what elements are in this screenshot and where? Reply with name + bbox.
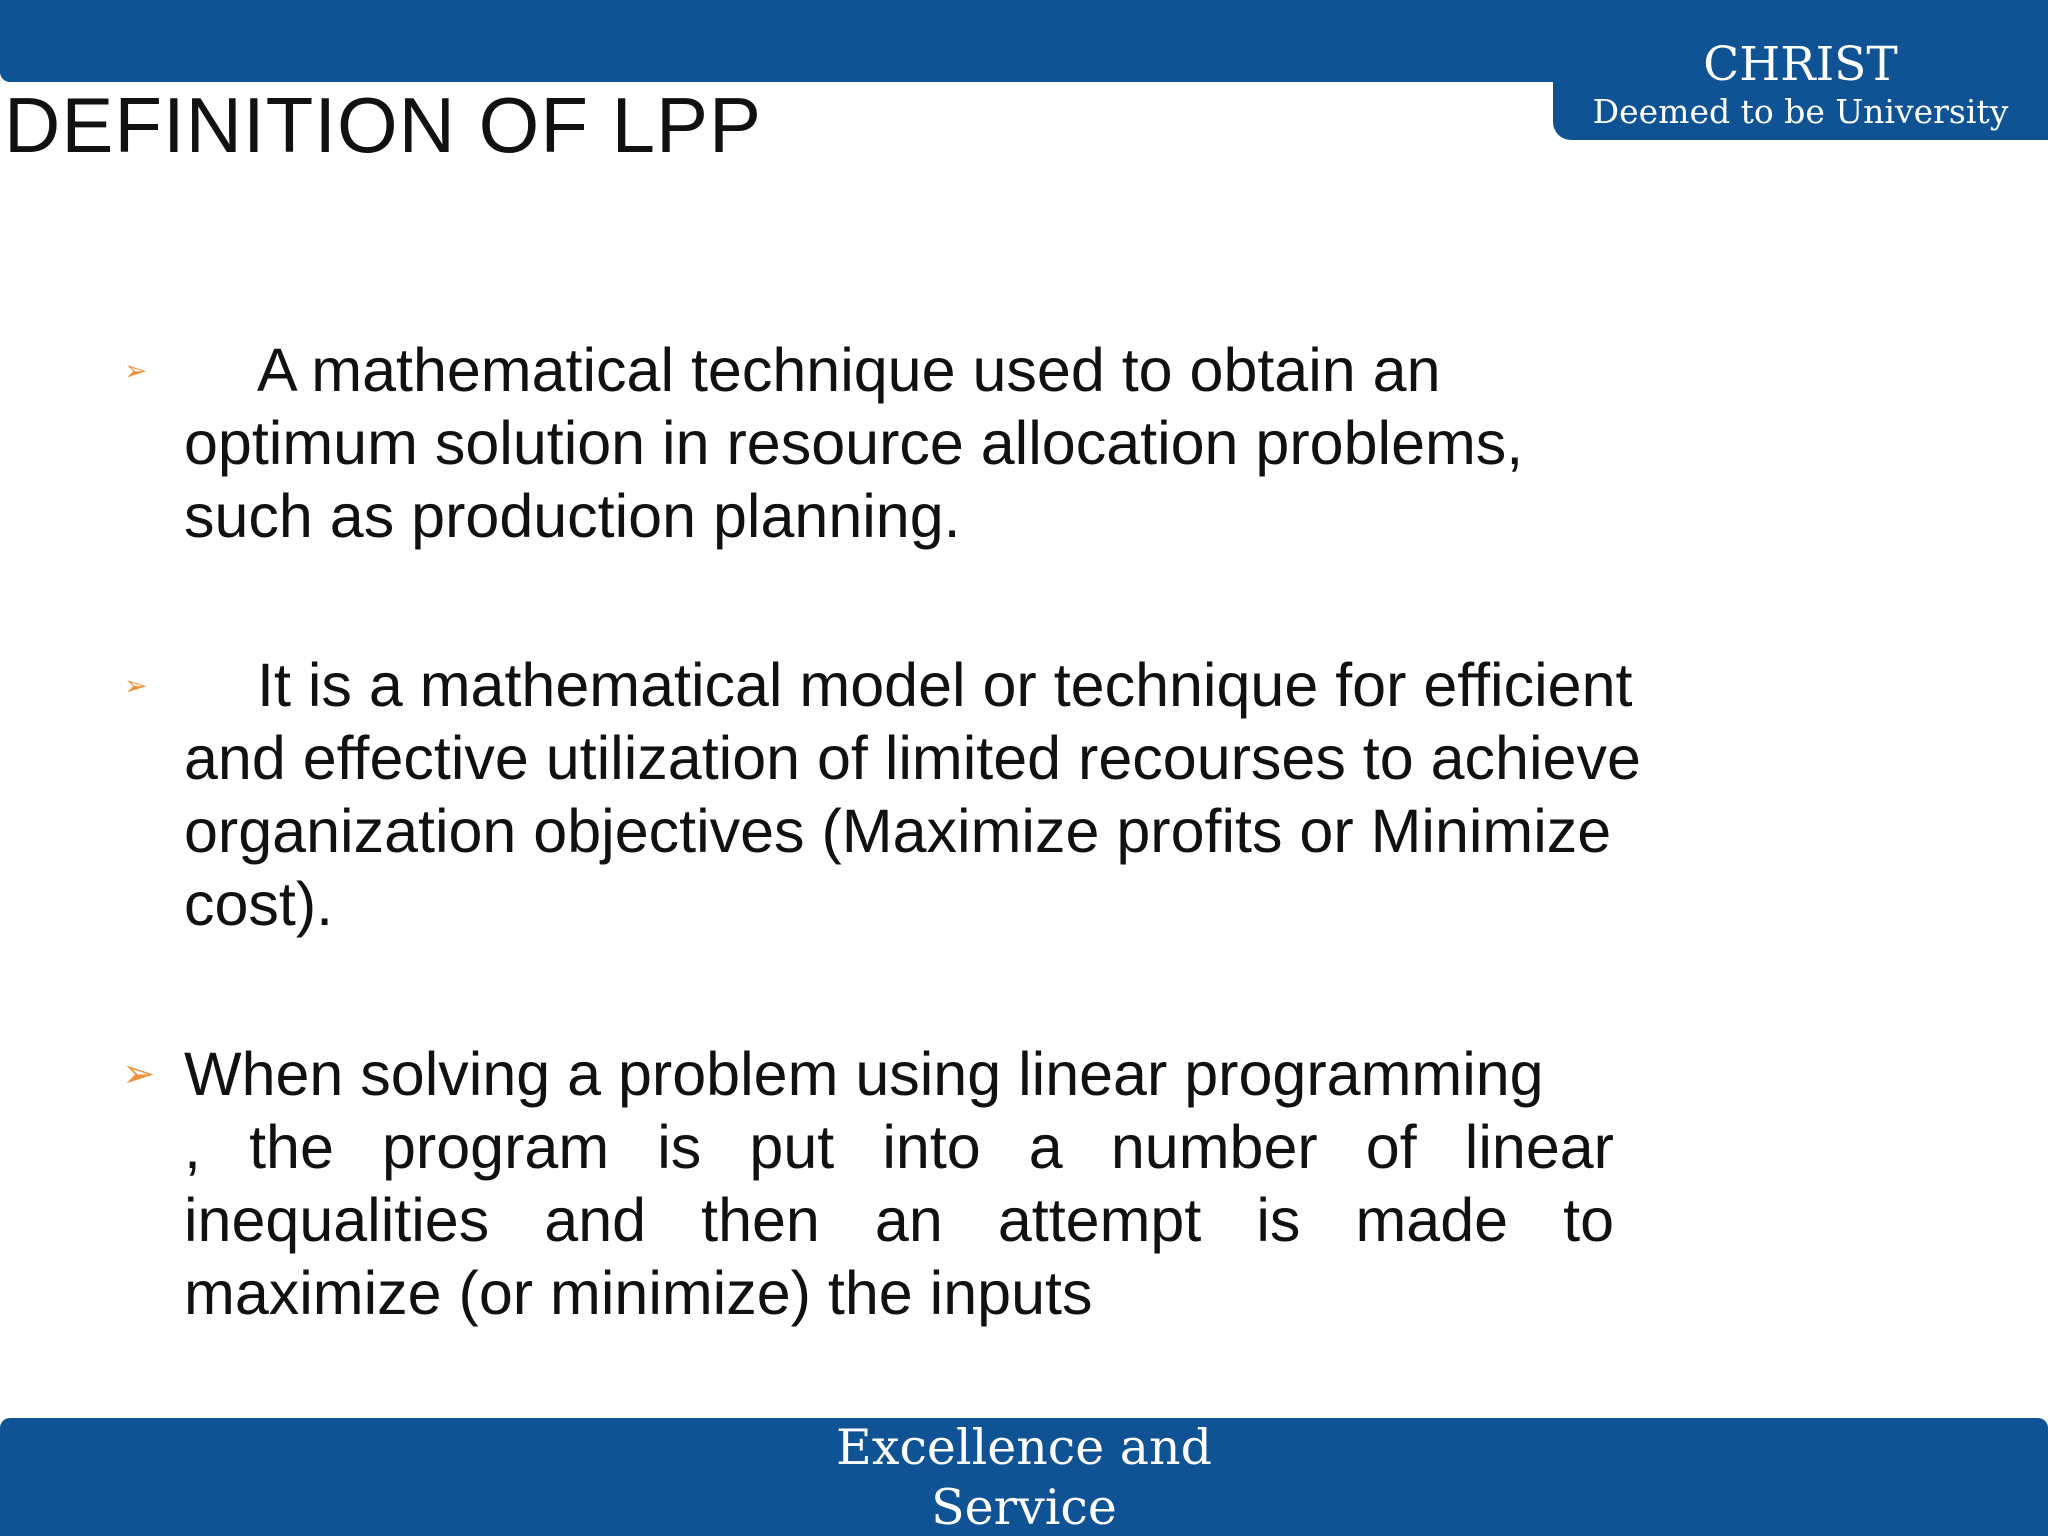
- tagline-line: Service: [931, 1479, 1117, 1536]
- bullet-item: [124, 649, 1814, 941]
- arrowhead-bullet-icon: ➢: [124, 670, 148, 701]
- bullet-line: When solving a problem using linear programming: [184, 1040, 1544, 1108]
- bullet-line: It is a mathematical model or technique for efficient: [257, 651, 1633, 719]
- arrowhead-bullet-icon: ➢: [124, 355, 148, 386]
- bullet-line: such as production planning.: [184, 482, 961, 550]
- brand-name: CHRIST: [1703, 37, 1898, 92]
- bullet-line: , the program is put into a number of linear: [184, 1113, 1614, 1181]
- bullet-line: organization objectives (Maximize profits or Minimize: [184, 797, 1612, 865]
- slide-title: DEFINITION OF LPP: [4, 81, 763, 169]
- bullet-line: and effective utilization of limited recourses to achieve: [184, 724, 1641, 792]
- bullet-line: A mathematical technique used to obtain an: [257, 336, 1441, 404]
- bullet-line: maximize (or minimize) the inputs: [184, 1259, 1093, 1327]
- bullet-item: [124, 334, 1814, 553]
- bullet-line: cost).: [184, 870, 334, 938]
- bullet-line: optimum solution in resource allocation problems,: [184, 409, 1524, 477]
- bullet-item: [122, 1038, 1814, 1330]
- tagline-line: Excellence and: [836, 1419, 1212, 1476]
- bullet-line: inequalities and then an attempt is made to: [184, 1186, 1614, 1254]
- brand-subtitle: Deemed to be University: [1592, 92, 2009, 131]
- arrowhead-bullet-icon: ➢: [122, 1052, 156, 1096]
- footer-bar: [0, 1418, 2048, 1536]
- footer-tagline: [824, 1418, 1224, 1536]
